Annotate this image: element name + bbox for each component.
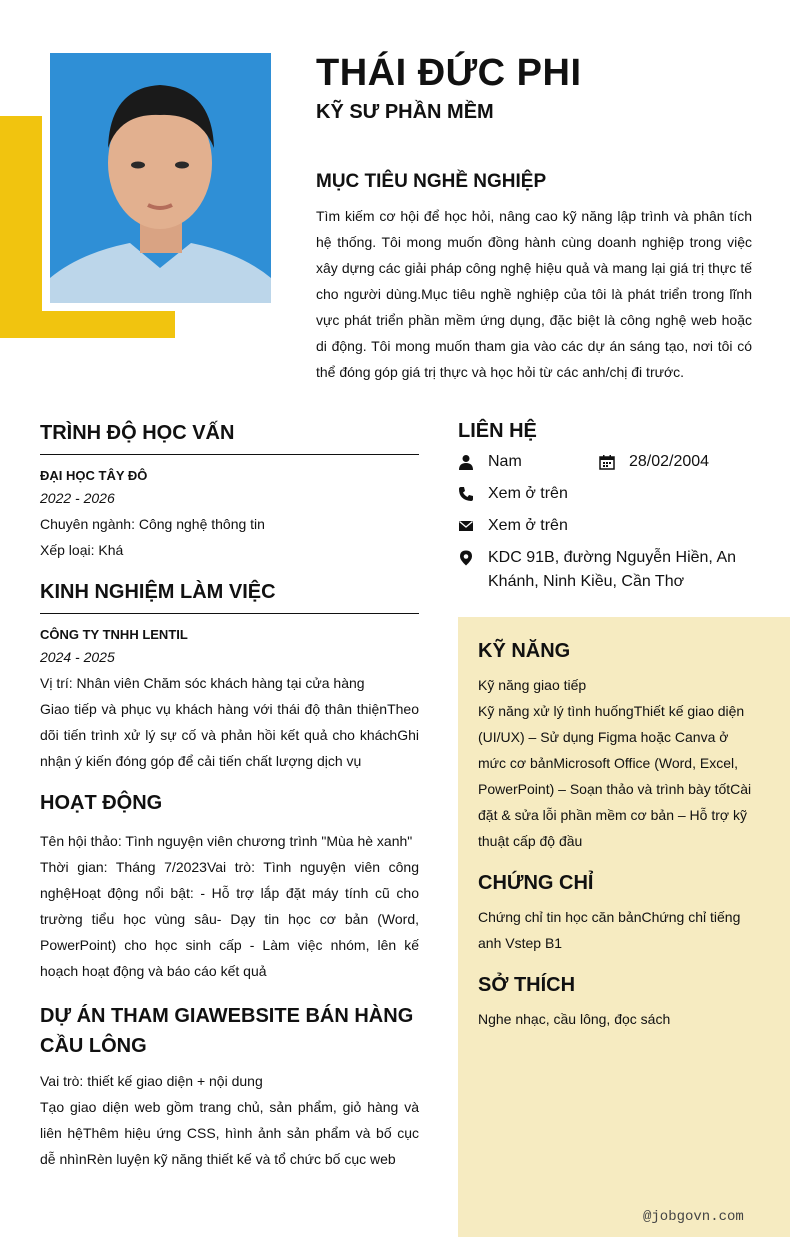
experience-company: CÔNG TY TNHH LENTIL [40,627,188,642]
certificates-text: Chứng chỉ tin học căn bảnChứng chỉ tiếng anh Vstep B1 [478,909,741,951]
contact-address [458,546,758,594]
activities-heading: HOẠT ĐỘNG [40,792,163,814]
activities-conference: Tên hội thảo: Tình nguyện viên chương trình "Mùa hè xanh" [40,833,413,849]
contact-gender [458,450,522,474]
phone-icon [458,486,474,502]
candidate-name: THÁI ĐỨC PHI [316,52,582,94]
contact-heading: LIÊN HỆ [458,420,537,442]
experience-divider [40,613,419,614]
certificates-heading: CHỨNG CHỈ [478,872,594,894]
portrait-illustration [50,53,271,303]
contact-phone [458,482,568,506]
experience-position: Vị trí: Nhân viên Chăm sóc khách hàng tại cửa hàng [40,675,365,691]
hobbies-text: Nghe nhạc, cầu lông, đọc sách [478,1011,671,1027]
skills-item-details: Kỹ năng xử lý tình huốngThiết kế giao diện (UI/UX) – Sử dụng Figma hoặc Canva ở mức cơ bảnMicrosoft Office (Word, Excel, PowerPoint) – Soạn thảo và trình bày tốtCài đặt & sửa lỗi phần mềm cơ bản – Hỗ trợ kỹ thuật cấp độ đầu [478,703,752,849]
mail-icon [458,518,474,534]
contact-email-value: Xem ở trên [488,517,568,534]
contact-birthday-value: 28/02/2004 [629,453,710,470]
experience-heading: KINH NGHIỆM LÀM VIỆC [40,581,276,603]
job-title: KỸ SƯ PHẦN MỀM [316,101,494,123]
hobbies-heading: SỞ THÍCH [478,974,576,996]
experience-description: Giao tiếp và phục vụ khách hàng với thái độ thân thiệnTheo dõi tiến trình xử lý sự cố và phản hồi kết quả cho kháchGhi nhận ý kiến đóng góp để cải tiến chất lượng dịch vụ [40,701,419,769]
experience-period: 2024 - 2025 [40,649,115,665]
objective-text: Tìm kiếm cơ hội để học hỏi, nâng cao kỹ năng lập trình và phân tích hệ thống. Tôi mong muốn đồng hành cùng doanh nghiệp trong việc xây dựng các giải pháp công nghệ hiệu quả và mang lại giá trị thực tế cho người dùng.Mục tiêu nghề nghiệp của tôi là phát triển trong lĩnh vực phát triển phần mềm ứng dụng, đặc biệt là công nghệ web hoặc di động. Tôi mong muốn tham gia vào các dự án sáng tạo, nơi tôi có thể đóng góp giá trị thực và học hỏi từ các anh/chị đi trước. [316,208,752,380]
education-period: 2022 - 2026 [40,490,115,506]
contact-gender-value: Nam [488,453,522,470]
education-divider [40,454,419,455]
activities-description: Thời gian: Tháng 7/2023Vai trò: Tình nguyện viên công nghệHoạt động nổi bật: - Hỗ trợ lắp đặt máy tính cũ cho trường tiểu học vùng sâu- Dạy tin học cơ bản (Word, PowerPoint) cho học sinh cấp - Làm việc nhóm, lên kế hoạch hoạt động và báo cáo kết quả [40,859,419,979]
projects-heading: DỰ ÁN THAM GIAWEBSITE BÁN HÀNG CẦU LÔNG [40,1005,414,1057]
education-heading: TRÌNH ĐỘ HỌC VẤN [40,422,235,444]
skills-heading: KỸ NĂNG [478,640,571,662]
projects-description: Tạo giao diện web gồm trang chủ, sản phẩm, giỏ hàng và liên hệThêm hiệu ứng CSS, hình ảnh sản phẩm và bố cục dễ nhìnRèn luyện kỹ năng thiết kế và tổ chức bố cục web [40,1099,419,1167]
user-icon [458,454,474,470]
contact-address-value: KDC 91B, đường Nguyễn Hiền, An Khánh, Ninh Kiều, Cần Thơ [488,549,737,590]
calendar-icon [599,454,615,470]
education-school: ĐẠI HỌC TÂY ĐÔ [40,468,148,483]
profile-photo [50,53,271,303]
objective-heading: MỤC TIÊU NGHỀ NGHIỆP [316,171,547,192]
education-major: Chuyên ngành: Công nghệ thông tin [40,516,265,532]
contact-phone-value: Xem ở trên [488,485,568,502]
watermark-text: @jobgovn.com [643,1209,744,1225]
projects-role: Vai trò: thiết kế giao diện + nội dung [40,1073,263,1089]
skills-item-communication: Kỹ năng giao tiếp [478,677,587,693]
education-rank: Xếp loại: Khá [40,542,124,558]
location-pin-icon [458,550,474,566]
contact-birthday [599,450,709,474]
contact-email [458,514,568,538]
